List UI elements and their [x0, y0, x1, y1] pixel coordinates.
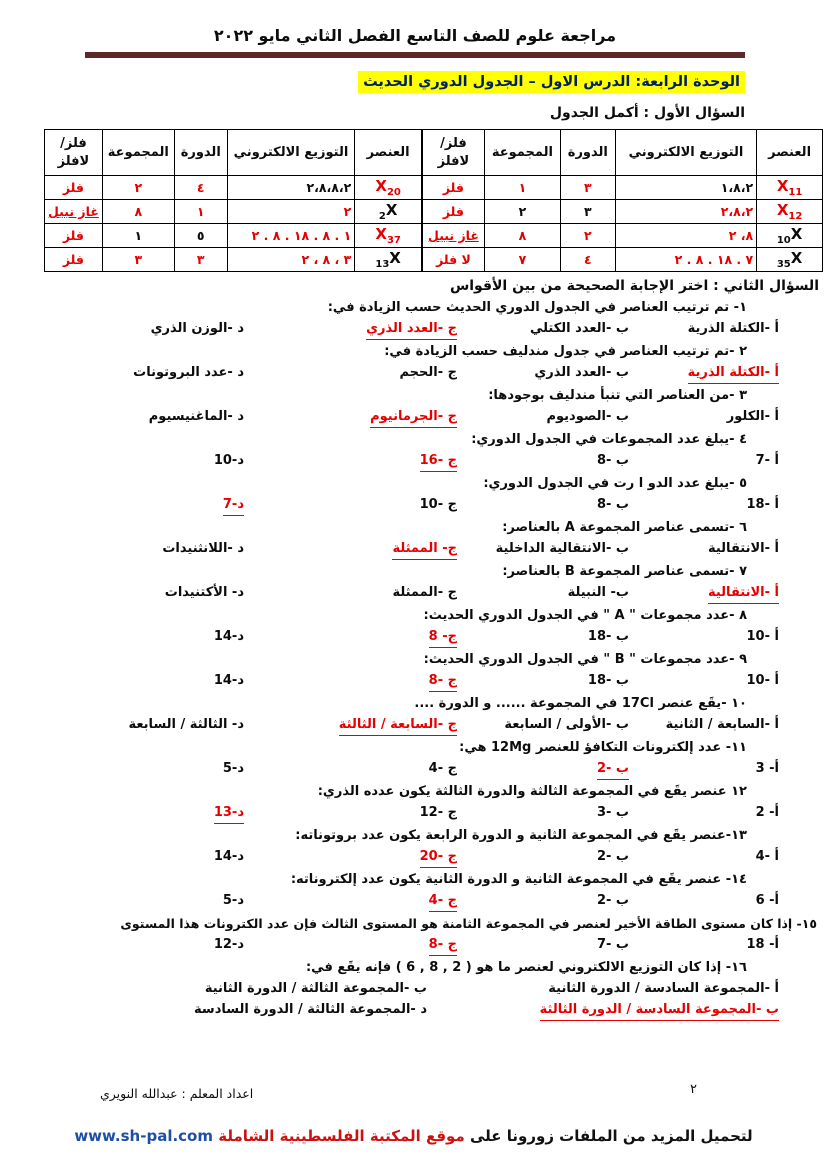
electron-distribution: ٢،٨،٢ — [615, 200, 756, 224]
option-a: أ -السابعة / الثانية — [665, 717, 779, 732]
element-symbol — [757, 200, 823, 224]
question-stem: ٨ -عدد مجموعات " A " في الجدول الدوري الحديث: — [423, 608, 747, 623]
option-b: ب -2 — [596, 849, 629, 864]
option-b: ب- النبيلة — [567, 585, 629, 600]
group-value: ١ — [484, 176, 560, 200]
option-a: أ -18 — [746, 497, 779, 512]
element-subscript: 35 — [776, 259, 791, 270]
option-c-answer: ج -16 — [420, 450, 457, 472]
question-stem: ١- تم ترتيب العناصر في الجدول الدوري الحديث حسب الزيادة في: — [327, 300, 747, 315]
col-distribution: التوزيع الالكتروني — [227, 130, 355, 176]
option-a: أ -4 — [755, 849, 779, 864]
period-value: ٣ — [560, 176, 615, 200]
classification-value: فلز — [45, 176, 103, 200]
col-classification: فلز/لافلز — [45, 130, 103, 176]
banner-text: لتحميل المزيد من الملفات زورونا على — [470, 1127, 753, 1145]
option-d: د-14 — [213, 629, 244, 644]
banner-site-name: موقع المكتبة الفلسطينية الشاملة — [218, 1127, 465, 1145]
classification-value: فلز — [45, 248, 103, 272]
classification-value: فلز — [45, 224, 103, 248]
symbol: X — [790, 249, 803, 267]
col-classification: فلز/لافلز — [422, 130, 484, 176]
option-b: ب -الأولى / السابعة — [504, 717, 629, 732]
question-3 — [0, 385, 827, 428]
option-a: أ -الانتقالية — [707, 541, 779, 556]
option-c-answer: ج -السابعة / الثالثة — [339, 714, 457, 736]
col-period: الدورة — [174, 130, 227, 176]
option-a: أ- 6 — [755, 893, 779, 908]
question-15 — [0, 913, 827, 956]
question-options — [80, 582, 779, 604]
option-b: ب -الصوديوم — [546, 409, 629, 424]
site-url-link[interactable]: www.sh-pal.com — [74, 1127, 213, 1145]
symbol: X — [790, 225, 803, 243]
option-d: د-5 — [222, 761, 244, 776]
question-stem: ١٢ عنصر يقَع في المجموعة الثالثة والدورة الثالثة يكون عدده الذري: — [317, 784, 747, 799]
element-symbol — [757, 176, 823, 200]
completion-table — [44, 129, 823, 272]
period-value: ٤ — [174, 176, 227, 200]
option-a-answer: أ -الكتلة الذرية — [688, 362, 779, 384]
question-stem: ١٠ -يقَع عنصر ‪17Cl‬ في المجموعة ...... و الدورة .... — [414, 696, 747, 711]
question-16 — [0, 957, 827, 1021]
option-a: أ -10 — [746, 673, 779, 688]
question-6 — [0, 517, 827, 560]
table-header-row — [422, 130, 822, 176]
option-c: ج -12 — [419, 805, 457, 820]
question-options — [80, 494, 779, 516]
question-options — [80, 758, 779, 780]
question-5 — [0, 473, 827, 516]
question-options — [80, 978, 779, 1021]
question-options — [80, 670, 779, 692]
question-stem: ٩ -عدد مجموعات " B " في الجدول الدوري الحديث: — [423, 652, 747, 667]
option-a: أ -المجموعة السادسة / الدورة الثانية — [548, 981, 779, 996]
question-options — [80, 362, 779, 384]
option-b: ب -المجموعة الثالثة / الدورة الثانية — [204, 981, 427, 996]
header-divider — [85, 52, 745, 58]
question-options — [80, 890, 779, 912]
symbol: X — [385, 201, 398, 219]
col-period: الدورة — [560, 130, 615, 176]
option-a-answer: أ -الانتقالية — [708, 582, 779, 604]
symbol: X — [375, 177, 387, 195]
option-c: ج -الحجم — [399, 365, 457, 380]
option-b2-answer: ب -المجموعة السادسة / الدورة الثالثة — [540, 999, 779, 1021]
electron-distribution: ١ . ٨ . ١٨ . ٨ . ٢ — [227, 224, 355, 248]
electron-distribution: ٣ ، ٨ ، ٢ — [227, 248, 355, 272]
question-13 — [0, 825, 827, 868]
period-value: ٣ — [174, 248, 227, 272]
option-b-answer: ب -2 — [597, 758, 629, 780]
electron-distribution: ٢ — [227, 200, 355, 224]
period-value: ٤ — [560, 248, 615, 272]
option-b: ب -2 — [596, 893, 629, 908]
classification-value: غاز نبيل — [45, 200, 103, 224]
option-d: د- الأكتنيدات — [164, 585, 244, 600]
table-row — [422, 200, 822, 224]
period-value: ١ — [174, 200, 227, 224]
table-row — [45, 224, 422, 248]
option-c-answer: ج -20 — [420, 846, 457, 868]
question-12 — [0, 781, 827, 824]
option-a: أ- 18 — [746, 937, 779, 952]
table-row — [422, 176, 822, 200]
question-stem: ٢ -تم ترتيب العناصر في جدول مندليف حسب الزيادة في: — [384, 344, 747, 359]
option-d: د -اللانثنيدات — [162, 541, 244, 556]
question-stem: ١٥- إذا كان مستوى الطاقة الأخير لعنصر في المجموعة الثامنة هو المستوى الثالث فإن عدد الكترونات هذا المستوى — [120, 916, 817, 931]
option-d: د -الماغنيسيوم — [148, 409, 244, 424]
table-row — [422, 224, 822, 248]
question-stem: ٦ -تسمى عناصر المجموعة A بالعناصر: — [502, 520, 747, 535]
option-a: أ -الكتلة الذرية — [687, 321, 779, 336]
option-c-answer: ج -الجرمانيوم — [370, 406, 457, 428]
option-b: ب -8 — [596, 453, 629, 468]
question-options — [80, 802, 779, 824]
question-options — [80, 934, 779, 956]
question-9 — [0, 649, 827, 692]
question-options — [80, 318, 779, 340]
table-row — [45, 248, 422, 272]
col-distribution: التوزيع الالكتروني — [615, 130, 756, 176]
periodic-table-right — [422, 129, 823, 272]
option-c-answer: ج -4 — [429, 890, 457, 912]
group-value: ٨ — [102, 200, 174, 224]
option-d: د-14 — [213, 849, 244, 864]
question-14 — [0, 869, 827, 912]
question-options — [80, 626, 779, 648]
option-b: ب -العدد الكتلي — [529, 321, 629, 336]
question-4 — [0, 429, 827, 472]
option-b: ب -18 — [587, 629, 629, 644]
symbol: X — [776, 201, 789, 219]
element-symbol — [355, 224, 422, 248]
option-d: د-5 — [222, 893, 244, 908]
option-d-answer: د-7 — [223, 494, 244, 516]
question-stem: ١٣-عنصر يقَع في المجموعة الثانية و الدورة الرابعة يكون عدد بروتوناته: — [295, 828, 747, 843]
option-b: ب -7 — [596, 937, 629, 952]
option-b: ب -العدد الذري — [534, 365, 629, 380]
site-banner — [0, 1127, 827, 1145]
question-10 — [0, 693, 827, 736]
question-stem: ١٤- عنصر يقَع في المجموعة الثانية و الدورة الثانية يكون عدد إلكتروناته: — [290, 872, 747, 887]
element-subscript: 20 — [386, 187, 401, 198]
question-stem: ٤ -يبلغ عدد المجموعات في الجدول الدوري: — [471, 432, 747, 447]
option-c-answer: ج -8 — [429, 670, 457, 692]
question-8 — [0, 605, 827, 648]
unit-title-highlight: الوحدة الرابعة: الدرس الاول – الجدول الدوري الحديث — [358, 71, 745, 93]
question-options — [80, 846, 779, 868]
table-row — [45, 176, 422, 200]
group-value: ٨ — [484, 224, 560, 248]
element-subscript: 13 — [375, 259, 390, 270]
period-value: ٥ — [174, 224, 227, 248]
section2-label: السؤال الثاني : اختر الإجابة الصحيحة من بين الأقواس — [449, 278, 819, 294]
option-a: أ -الكلور — [726, 409, 779, 424]
question-11 — [0, 737, 827, 780]
option-c-answer: ج -العدد الذري — [366, 318, 457, 340]
option-a: أ- 3 — [755, 761, 779, 776]
option-d: د- الثالثة / السابعة — [128, 717, 244, 732]
option-c-answer: ج -8 — [429, 934, 457, 956]
option-b: ب -18 — [587, 673, 629, 688]
element-symbol — [355, 176, 422, 200]
option-b: ب -الانتقالية الداخلية — [495, 541, 629, 556]
col-element: العنصر — [355, 130, 422, 176]
option-a: أ- 2 — [755, 805, 779, 820]
question-options — [80, 450, 779, 472]
question-stem: ٣ -من العناصر التي تنبأ مندليف بوجودها: — [488, 388, 747, 403]
table-header-row — [45, 130, 422, 176]
electron-distribution: ١،٨،٢ — [615, 176, 756, 200]
option-c-answer: ج- الممثلة — [392, 538, 457, 560]
period-value: ٢ — [560, 224, 615, 248]
option-d: د -الوزن الذري — [150, 321, 244, 336]
element-subscript: 12 — [788, 211, 803, 222]
question-stem: ٧ -تسمى عناصر المجموعة B بالعناصر: — [502, 564, 747, 579]
option-a: أ -7 — [755, 453, 779, 468]
periodic-table-left — [44, 129, 422, 272]
period-value: ٣ — [560, 200, 615, 224]
classification-value: غاز نبيل — [422, 224, 484, 248]
element-symbol — [355, 248, 422, 272]
section1-label: السؤال الأول : أكمل الجدول — [549, 105, 745, 121]
col-element: العنصر — [757, 130, 823, 176]
symbol: X — [776, 177, 789, 195]
classification-value: لا فلز — [422, 248, 484, 272]
electron-distribution: ٢،٨،٨،٢ — [227, 176, 355, 200]
option-d: د-10 — [213, 453, 244, 468]
question-stem: ١٦- إذا كان التوزيع الالكتروني لعنصر ما هو ‪( 6 , 8 , 2 )‬ فإنه يقَع في: — [305, 960, 747, 975]
table-row — [45, 200, 422, 224]
option-c-answer: ج- 8 — [429, 626, 457, 648]
group-value: ٢ — [102, 176, 174, 200]
option-d: د-14 — [213, 673, 244, 688]
group-value: ١ — [102, 224, 174, 248]
electron-distribution: ٨، ٢ — [615, 224, 756, 248]
group-value: ٧ — [484, 248, 560, 272]
element-symbol — [355, 200, 422, 224]
col-group: المجموعة — [484, 130, 560, 176]
page-number: ٢ — [690, 1082, 697, 1097]
question-2 — [0, 341, 827, 384]
option-d: د-12 — [213, 937, 244, 952]
element-symbol — [757, 248, 823, 272]
table-row — [422, 248, 822, 272]
question-1 — [0, 297, 827, 340]
option-b: ب -8 — [596, 497, 629, 512]
element-symbol — [757, 224, 823, 248]
col-group: المجموعة — [102, 130, 174, 176]
option-d-answer: د-13 — [214, 802, 244, 824]
element-subscript: 11 — [788, 187, 803, 198]
element-subscript: 37 — [386, 235, 401, 246]
option-d: د -المجموعة الثالثة / الدورة السادسة — [194, 1002, 427, 1017]
group-value: ٢ — [484, 200, 560, 224]
question-stem: ٥ -يبلغ عدد الدو ا رت في الجدول الدوري: — [483, 476, 747, 491]
option-b: ب -3 — [596, 805, 629, 820]
classification-value: فلز — [422, 200, 484, 224]
option-a: أ -10 — [746, 629, 779, 644]
option-d: د -عدد البروتونات — [133, 365, 244, 380]
electron-distribution: ٧ . ١٨ . ٨ . ٢ — [615, 248, 756, 272]
question-7 — [0, 561, 827, 604]
option-c: ج -4 — [428, 761, 457, 776]
teacher-attribution: اعداد المعلم : عبدالله النويري — [100, 1086, 254, 1101]
option-c: ج -10 — [419, 497, 457, 512]
unit-title-line — [85, 71, 745, 93]
symbol: X — [375, 225, 387, 243]
group-value: ٣ — [102, 248, 174, 272]
question-options — [80, 714, 779, 736]
element-subscript: 2 — [378, 211, 386, 222]
question-options — [80, 406, 779, 428]
option-c: ج -الممثلة — [392, 585, 457, 600]
question-stem: ١١- عدد إلكترونات التكافؤ للعنصر ‪12Mg‬ هي: — [459, 740, 747, 755]
question-options — [80, 538, 779, 560]
symbol: X — [389, 249, 401, 267]
page-title: مراجعة علوم للصف التاسع الفصل الثاني مايو ٢٠٢٢ — [213, 26, 617, 45]
element-subscript: 10 — [776, 235, 791, 246]
classification-value: فلز — [422, 176, 484, 200]
